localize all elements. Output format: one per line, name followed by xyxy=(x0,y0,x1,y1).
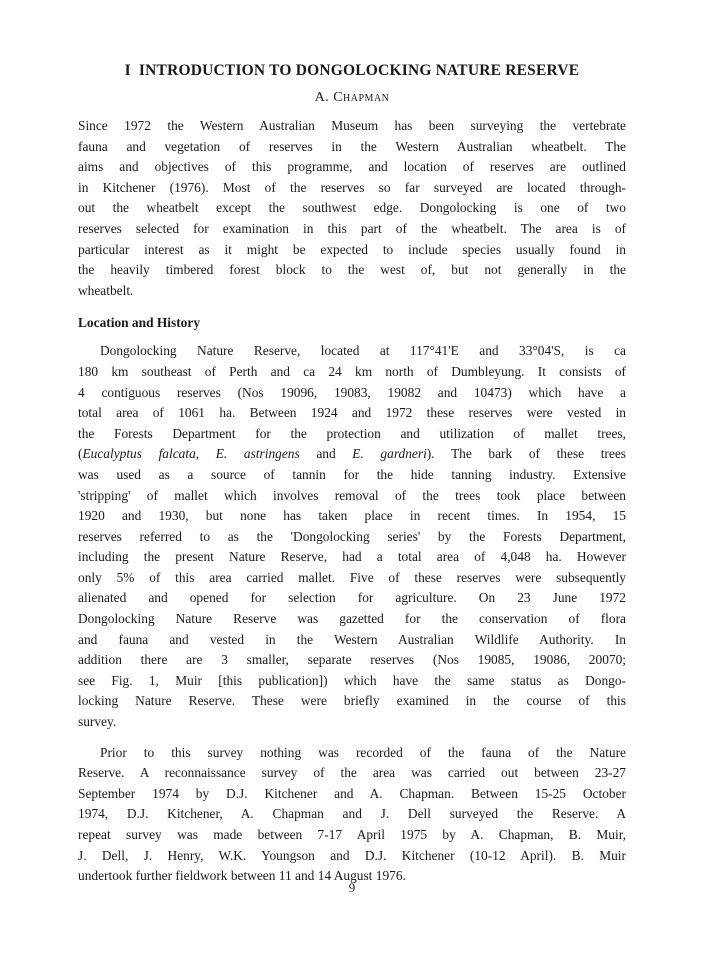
section-heading: Location and History xyxy=(78,315,201,331)
species-name: E. gardneri xyxy=(352,446,427,462)
species-name: E. astringens xyxy=(215,446,300,462)
paragraph-line: and fauna and vested in the Western Australian Wildlife Authority. In xyxy=(78,631,626,647)
paragraph-line: particular interest as it might be expected to include species usually found in xyxy=(78,241,626,257)
paragraph-line: wheatbelt. xyxy=(78,282,134,298)
paragraph-line: Reserve. A reconnaissance survey of the area was carried out between 23-27 xyxy=(78,765,626,781)
paragraph-line: addition there are 3 smaller, separate reserves (Nos 19085, 19086, 20070; xyxy=(78,652,626,668)
paragraph-line: out the wheatbelt except the southwest edge. Dongolocking is one of two xyxy=(78,200,626,216)
paragraph-line: 180 km southeast of Perth and ca 24 km north of Dumbleyung. It consists of xyxy=(78,363,626,379)
chapter-number: I xyxy=(124,62,131,79)
survey-paragraph xyxy=(78,743,626,887)
paragraph-line: in Kitchener (1976). Most of the reserves so far surveyed are located through- xyxy=(78,179,626,195)
paragraph-line: Dongolocking Nature Reserve was gazetted for the conservation of flora xyxy=(78,611,626,627)
paragraph-line: repeat survey was made between 7-17 April 1975 by A. Chapman, B. Muir, xyxy=(78,827,626,842)
paragraph-line: (Eucalyptus falcata, E. astringens and E. gardneri). The bark of these trees xyxy=(78,446,626,462)
paragraph-line: J. Dell, J. Henry, W.K. Youngson and D.J. Kitchener (10-12 April). B. Muir xyxy=(78,847,626,863)
paragraph-line: the heavily timbered forest block to the west of, but not generally in the xyxy=(78,262,626,278)
paragraph-line: the Forests Department for the protection and utilization of mallet trees, xyxy=(78,425,626,441)
paragraph-line: September 1974 by D.J. Kitchener and A. Chapman. Between 15-25 October xyxy=(78,785,626,801)
chapter-title xyxy=(78,62,626,80)
species-name: Eucalyptus falcata xyxy=(82,446,196,462)
paragraph-line: total area of 1061 ha. Between 1924 and 1972 these reserves were vested in xyxy=(78,405,626,421)
document-page xyxy=(78,62,626,887)
page-number: 9 xyxy=(348,880,356,895)
paragraph-line: 1920 and 1930, but none has taken place in recent times. In 1954, 15 xyxy=(78,508,626,524)
paragraph-line: 4 contiguous reserves (Nos 19096, 19083, 19082 and 10473) which have a xyxy=(78,384,626,400)
paragraph-line: Dongolocking Nature Reserve, located at 117°41'E and 33°04'S, is ca xyxy=(100,343,626,359)
paragraph-line: fauna and vegetation of reserves in the Western Australian wheatbelt. The xyxy=(78,138,626,154)
paragraph-line: see Fig. 1, Muir [this publication]) which have the same status as Dongo- xyxy=(78,672,626,688)
paragraph-line: 1974, D.J. Kitchener, A. Chapman and J. Dell surveyed the Reserve. A xyxy=(78,806,626,822)
paragraph-line: was used as a source of tannin for the hide tanning industry. Extensive xyxy=(78,466,626,482)
paragraph-line: alienated and opened for selection for agriculture. On 23 June 1972 xyxy=(78,590,626,606)
paragraph-line: only 5% of this area carried mallet. Five of these reserves were subsequently xyxy=(78,569,626,585)
paragraph-gap xyxy=(78,733,626,743)
paragraph-line: 'stripping' of mallet which involves removal of the trees took place between xyxy=(78,487,626,503)
paragraph-line: survey. xyxy=(78,714,117,730)
paragraph-line: reserves selected for examination in this part of the wheatbelt. The area is of xyxy=(78,220,626,236)
paragraph-line: aims and objectives of this programme, and location of reserves are outlined xyxy=(78,159,626,175)
paragraph-line: reserves referred to as the 'Dongolocking series' by the Forests Department, xyxy=(78,528,626,544)
paragraph-line: undertook further fieldwork between 11 and 14 August 1976. xyxy=(78,868,406,884)
author-name: A. Chapman xyxy=(314,90,390,105)
intro-paragraph xyxy=(78,116,626,301)
location-paragraph xyxy=(78,341,626,732)
paragraph-line: Since 1972 the Western Australian Museum has been surveying the vertebrate xyxy=(78,118,626,133)
paragraph-line: locking Nature Reserve. These were briefly examined in the course of this xyxy=(78,693,626,709)
paragraph-line: Prior to this survey nothing was recorded of the fauna of the Nature xyxy=(100,744,626,760)
paragraph-line: including the present Nature Reserve, had a total area of 4,048 ha. However xyxy=(78,549,626,565)
chapter-title-text: INTRODUCTION TO DONGOLOCKING NATURE RESERVE xyxy=(138,62,580,79)
